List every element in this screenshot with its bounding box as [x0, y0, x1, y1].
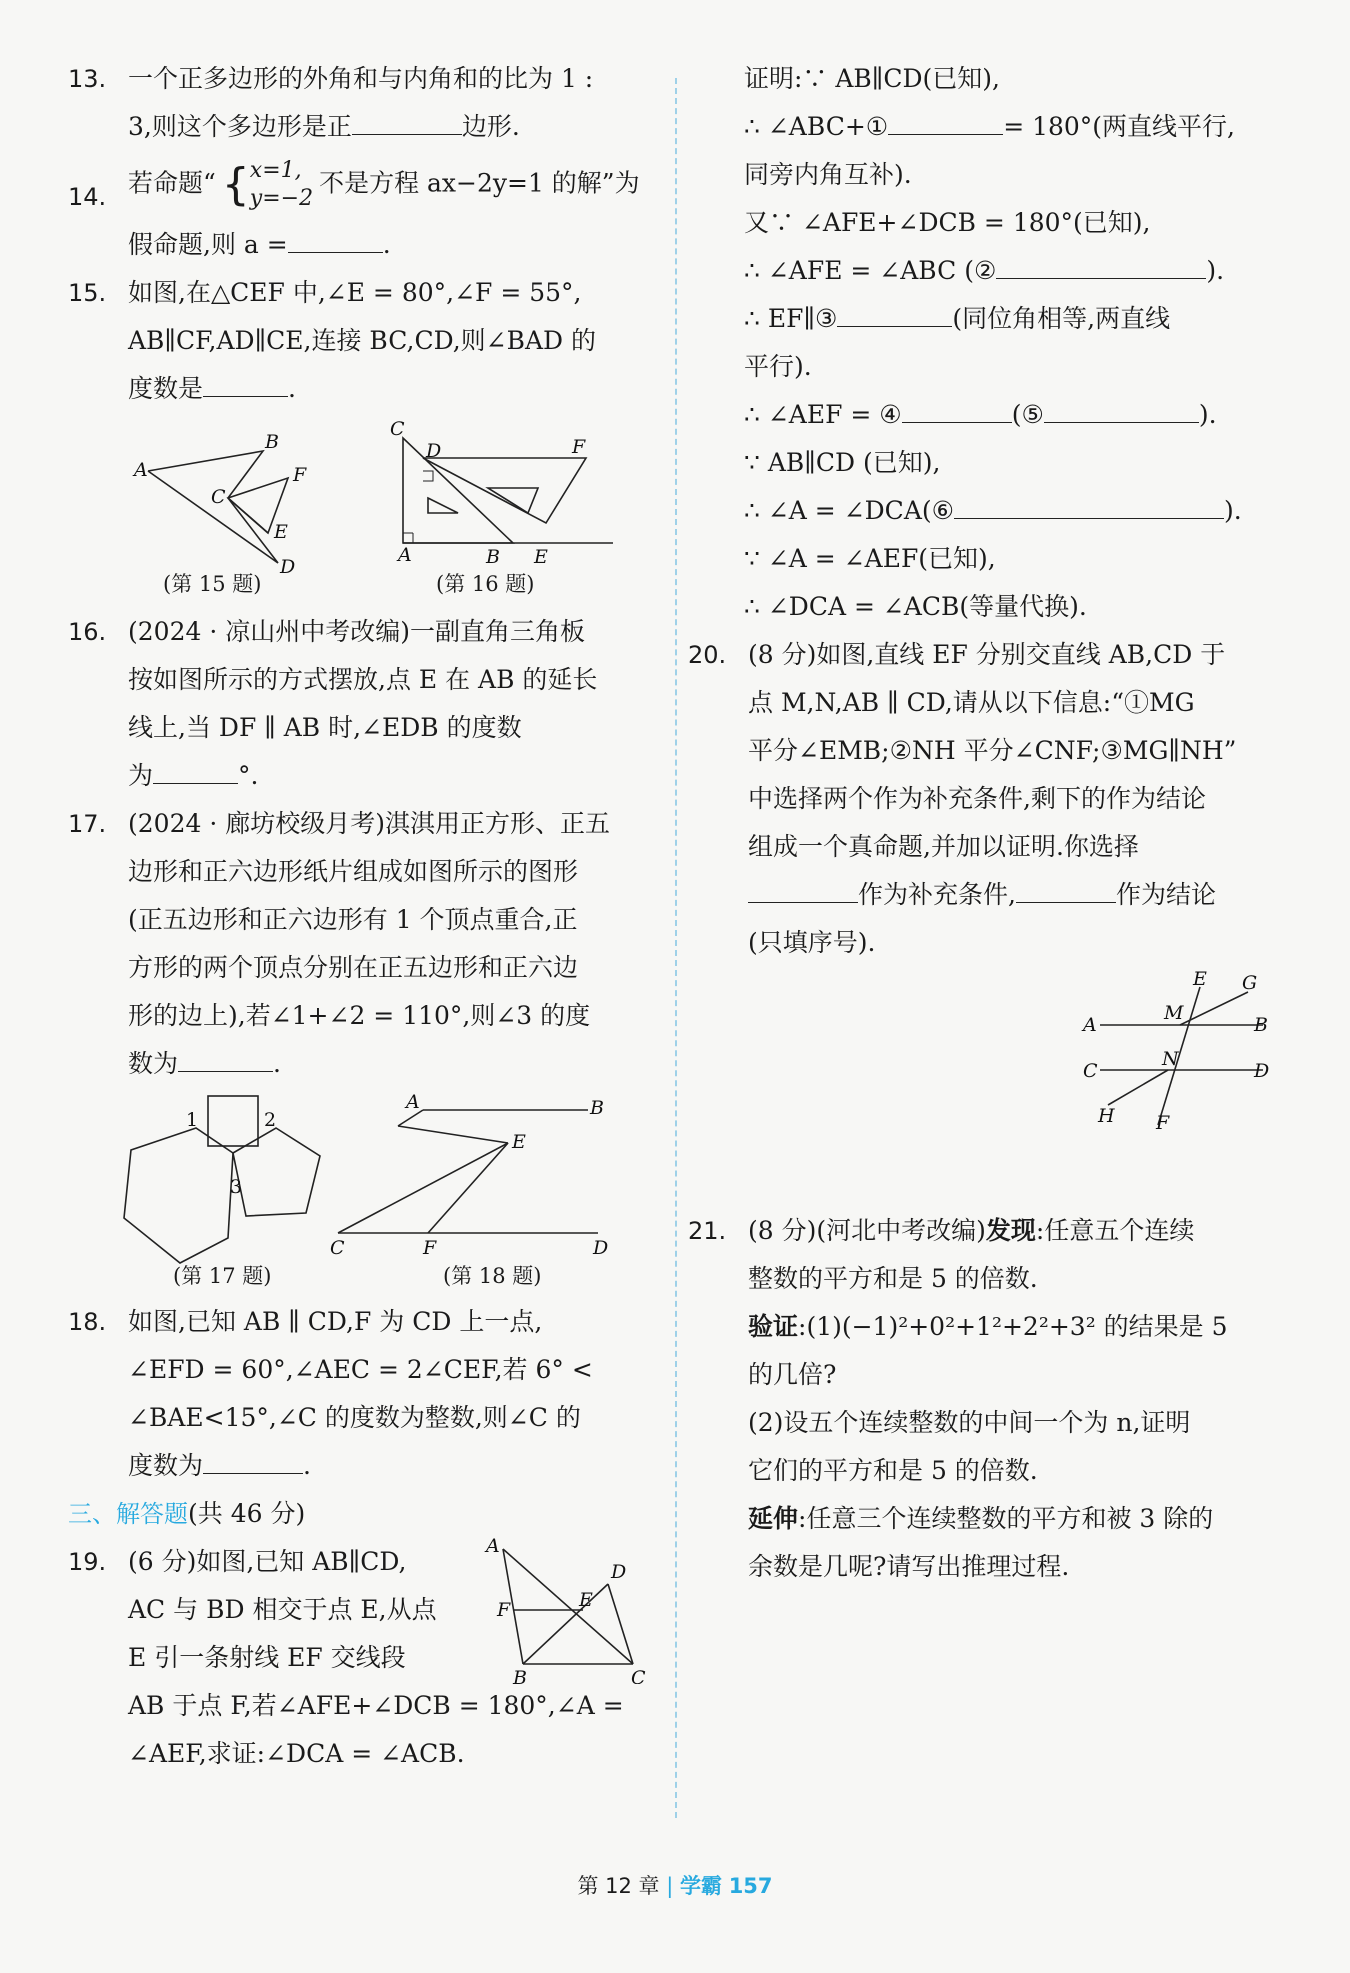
question-15 — [68, 269, 658, 413]
segment-ce — [338, 1143, 508, 1233]
question-text: ∠EFD = 60°,∠AEC = 2∠CEF,若 6° < — [128, 1355, 593, 1384]
proof-block — [688, 55, 1278, 631]
fig15-label-b: B — [265, 431, 279, 453]
section-score: (共 46 分) — [188, 1499, 306, 1528]
system-line-2: y=−2 — [249, 186, 314, 211]
fig20-label-m: M — [1164, 1002, 1184, 1024]
figure-17-caption: (第 17 题) — [173, 1264, 272, 1288]
question-21 — [688, 1207, 1278, 1591]
fig19-label-a: A — [486, 1535, 500, 1557]
question-number: 21. — [688, 1217, 727, 1245]
conditions-blank[interactable] — [748, 874, 858, 903]
fig18-label-c: C — [330, 1237, 345, 1259]
question-number: 19. — [68, 1548, 107, 1576]
question-text: 作为补充条件, — [858, 880, 1016, 909]
fig18-label-f: F — [423, 1237, 437, 1259]
fig17-angle-1: 1 — [186, 1109, 199, 1131]
equation-system: { x=1, y=−2 — [221, 158, 314, 211]
question-text: ∠AEF,求证:∠DCA = ∠ACB. — [128, 1739, 465, 1768]
question-text: 如图,在△CEF 中,∠E = 80°,∠F = 55°, — [128, 278, 582, 307]
verify-label: 验证 — [748, 1312, 799, 1341]
answer-blank[interactable] — [203, 368, 288, 397]
question-text: (8 分)(河北中考改编) — [748, 1216, 986, 1245]
fig15-label-d: D — [280, 556, 296, 578]
question-text: (只填序号). — [748, 928, 876, 957]
question-text: 整数的平方和是 5 的倍数. — [748, 1264, 1038, 1293]
big-set-square — [403, 438, 513, 543]
question-text: 一个正多边形的外角和与内角和的比为 1 : — [128, 64, 594, 93]
question-text: 形的边上),若∠1+∠2 = 110°,则∠3 的度 — [128, 1001, 591, 1030]
question-text: 的几倍? — [748, 1360, 837, 1389]
question-14 — [68, 157, 658, 269]
question-text: 中选择两个作为补充条件,剩下的作为结论 — [748, 784, 1206, 813]
fig18-label-e: E — [512, 1131, 526, 1153]
question-text: 如图,已知 AB ∥ CD,F 为 CD 上一点, — [128, 1307, 543, 1336]
question-number: 17. — [68, 810, 107, 838]
question-text: AC 与 BD 相交于点 E,从点 — [128, 1595, 437, 1624]
figure-18-caption: (第 18 题) — [443, 1264, 542, 1288]
unit: °. — [238, 761, 259, 790]
proof-blank-2[interactable] — [996, 250, 1206, 279]
period: . — [288, 374, 296, 403]
proof-blank-3[interactable] — [837, 298, 952, 327]
proof-line: ∵ ∠A = ∠AEF(已知), — [744, 544, 996, 573]
fig16-label-a: A — [398, 544, 412, 566]
fig15-label-f: F — [293, 464, 307, 486]
fig20-label-b: B — [1254, 1014, 1268, 1036]
proof-text: (同位角相等,两直线 — [952, 304, 1171, 333]
fig20-label-a: A — [1083, 1014, 1097, 1036]
answer-blank[interactable] — [352, 106, 462, 135]
question-text: 方形的两个顶点分别在正五边形和正六边 — [128, 953, 579, 982]
fig20-label-c: C — [1083, 1060, 1098, 1082]
question-text: E 引一条射线 EF 交线段 — [128, 1643, 406, 1672]
question-text: 平分∠EMB;②NH 平分∠CNF;③MG∥NH” — [748, 736, 1237, 765]
fig18-label-b: B — [590, 1097, 604, 1119]
figure-20 — [688, 967, 1278, 1167]
proof-text: ∴ ∠A = ∠DCA(⑥ — [744, 496, 955, 525]
proof-text: ). — [1206, 256, 1225, 285]
question-text: 边形. — [461, 112, 520, 141]
fig20-label-h: H — [1098, 1105, 1115, 1127]
fig16-label-b: B — [486, 546, 500, 568]
page-footer — [0, 1870, 1350, 1900]
fig20-label-g: G — [1242, 972, 1258, 994]
question-text: 组成一个真命题,并加以证明.你选择 — [748, 832, 1139, 861]
proof-blank-4[interactable] — [902, 394, 1012, 423]
proof-blank-5[interactable] — [1044, 394, 1199, 423]
question-text: 数为 — [128, 1049, 179, 1078]
pentagon — [233, 1128, 320, 1216]
column-divider — [675, 78, 677, 1818]
question-18 — [68, 1298, 658, 1490]
hexagon — [124, 1128, 233, 1263]
proof-line: 平行). — [744, 352, 812, 381]
question-13 — [68, 55, 658, 151]
question-text: :任意三个连续整数的平方和被 3 除的 — [798, 1504, 1214, 1533]
question-text: (6 分)如图,已知 AB∥CD, — [128, 1547, 407, 1576]
question-text: 不是方程 ax−2y=1 的解”为 — [319, 168, 640, 198]
period: . — [303, 1451, 311, 1480]
fig19-label-c: C — [631, 1667, 646, 1684]
answer-blank[interactable] — [153, 755, 238, 784]
question-text: 作为结论 — [1115, 880, 1216, 909]
brand-logo: 学霸 — [680, 1874, 722, 1898]
proof-line: 证明:∵ AB∥CD(已知), — [744, 64, 1000, 93]
segment-bd — [523, 1584, 608, 1664]
fig19-label-f: F — [497, 1599, 511, 1621]
page-number: 157 — [728, 1874, 773, 1898]
fig20-label-e: E — [1193, 968, 1207, 990]
system-line-1: x=1, — [249, 158, 302, 183]
ray-nh — [1108, 1070, 1168, 1105]
figure-20-svg — [688, 967, 1278, 1167]
question-16 — [68, 608, 658, 800]
period: . — [273, 1049, 281, 1078]
question-text: (8 分)如图,直线 EF 分别交直线 AB,CD 于 — [748, 640, 1226, 669]
section-heading — [68, 1490, 658, 1538]
figures-17-18 — [68, 1088, 658, 1298]
question-number: 18. — [68, 1308, 107, 1336]
answer-blank[interactable] — [203, 1445, 303, 1474]
proof-text: ∴ ∠AFE = ∠ABC (② — [744, 256, 997, 285]
figure-15-caption: (第 15 题) — [163, 572, 262, 596]
segment-ae — [398, 1126, 508, 1143]
fig17-angle-3: 3 — [230, 1176, 243, 1198]
proof-line: ∴ ∠DCA = ∠ACB(等量代换). — [744, 592, 1087, 621]
fig15-label-a: A — [134, 459, 148, 481]
question-text: 线上,当 DF ∥ AB 时,∠EDB 的度数 — [128, 713, 522, 742]
footer-separator: | — [666, 1874, 674, 1898]
figure-19 — [483, 1534, 653, 1684]
right-column — [688, 55, 1278, 1591]
proof-text: (⑤ — [1011, 400, 1044, 429]
proof-text: ∴ EF∥③ — [744, 304, 838, 333]
fig20-label-n: N — [1162, 1048, 1179, 1070]
left-column — [68, 55, 658, 1778]
inner-triangle-2 — [488, 488, 538, 513]
question-text: (正五边形和正六边形有 1 个顶点重合,正 — [128, 905, 578, 934]
question-number: 16. — [68, 618, 107, 646]
fig15-label-e: E — [274, 521, 288, 543]
question-number: 13. — [68, 65, 107, 93]
fig20-label-f: F — [1156, 1112, 1170, 1134]
question-text: 3,则这个多边形是正 — [128, 112, 352, 141]
proof-line: 同旁内角互补). — [744, 160, 912, 189]
fig18-label-a: A — [406, 1091, 420, 1113]
extend-label: 延伸 — [748, 1504, 799, 1533]
ray-mg — [1180, 992, 1248, 1025]
question-text: 它们的平方和是 5 的倍数. — [748, 1456, 1038, 1485]
proof-text: ). — [1224, 496, 1242, 525]
figures-15-16 — [68, 413, 658, 608]
fig19-label-e: E — [579, 1589, 593, 1611]
period: . — [382, 230, 391, 259]
fig16-label-f: F — [572, 436, 586, 458]
proof-line: 又∵ ∠AFE+∠DCB = 180°(已知), — [744, 208, 1151, 237]
question-20 — [688, 631, 1278, 967]
question-text: 为 — [128, 761, 154, 790]
question-17 — [68, 800, 658, 1088]
question-text: 按如图所示的方式摆放,点 E 在 AB 的延长 — [128, 665, 598, 694]
question-text: ∠BAE<15°,∠C 的度数为整数,则∠C 的 — [128, 1403, 581, 1432]
fig16-label-c: C — [390, 418, 405, 440]
discover-label: 发现 — [985, 1216, 1036, 1245]
question-text: 度数是 — [128, 374, 204, 403]
conclusion-blank[interactable] — [1016, 874, 1116, 903]
square — [208, 1096, 258, 1146]
proof-text: ∴ ∠ABC+① — [744, 112, 889, 141]
fig19-label-b: B — [513, 1667, 527, 1684]
question-text: (2024 · 廊坊校级月考)淇淇用正方形、正五 — [128, 809, 610, 838]
proof-text: = 180°(两直线平行, — [1003, 112, 1235, 141]
question-text: (2024 · 凉山州中考改编)一副直角三角板 — [128, 617, 585, 646]
fig18-label-d: D — [593, 1237, 609, 1259]
question-text: :(1)(−1)²+0²+1²+2²+3² 的结果是 5 — [798, 1312, 1228, 1341]
question-text: 若命题“ — [128, 168, 216, 198]
figure-16-caption: (第 16 题) — [436, 572, 535, 596]
question-text: :任意五个连续 — [1035, 1216, 1195, 1245]
question-text: AB∥CF,AD∥CE,连接 BC,CD,则∠BAD 的 — [128, 326, 597, 355]
question-text: AB 于点 F,若∠AFE+∠DCB = 180°,∠A = — [128, 1691, 624, 1720]
question-text: 点 M,N,AB ∥ CD,请从以下信息:“①MG — [748, 688, 1195, 717]
question-text: (2)设五个连续整数的中间一个为 n,证明 — [748, 1408, 1191, 1437]
fig17-angle-2: 2 — [264, 1109, 277, 1131]
question-text: 假命题,则 a = — [128, 230, 288, 259]
proof-blank-6[interactable] — [954, 490, 1224, 519]
fig16-label-d: D — [426, 440, 442, 462]
chapter-label: 第 12 章 — [577, 1874, 660, 1898]
answer-blank[interactable] — [178, 1043, 273, 1072]
fig20-label-d: D — [1254, 1060, 1270, 1082]
section-title: 三、解答题 — [68, 1500, 188, 1528]
inner-triangle-1 — [428, 498, 458, 513]
fig19-label-d: D — [611, 1561, 627, 1583]
question-number: 20. — [688, 641, 727, 669]
question-number: 15. — [68, 279, 107, 307]
proof-line: ∵ AB∥CD (已知), — [744, 448, 941, 477]
question-number: 14. — [68, 183, 107, 211]
segment-fe — [428, 1143, 508, 1233]
segment-ce — [228, 498, 268, 533]
answer-blank[interactable] — [288, 224, 383, 253]
proof-blank-1[interactable] — [888, 106, 1003, 135]
figure-15-16-svg — [68, 413, 658, 608]
fig16-label-e: E — [534, 546, 548, 568]
question-text: 余数是几呢?请写出推理过程. — [748, 1552, 1070, 1581]
question-text: 度数为 — [128, 1451, 204, 1480]
proof-text: ). — [1198, 400, 1217, 429]
figure-17-18-svg — [68, 1088, 658, 1298]
question-text: 边形和正六边形纸片组成如图所示的图形 — [128, 857, 579, 886]
fig15-label-c: C — [211, 486, 226, 508]
proof-text: ∴ ∠AEF = ④ — [744, 400, 902, 429]
question-19 — [68, 1535, 658, 1778]
